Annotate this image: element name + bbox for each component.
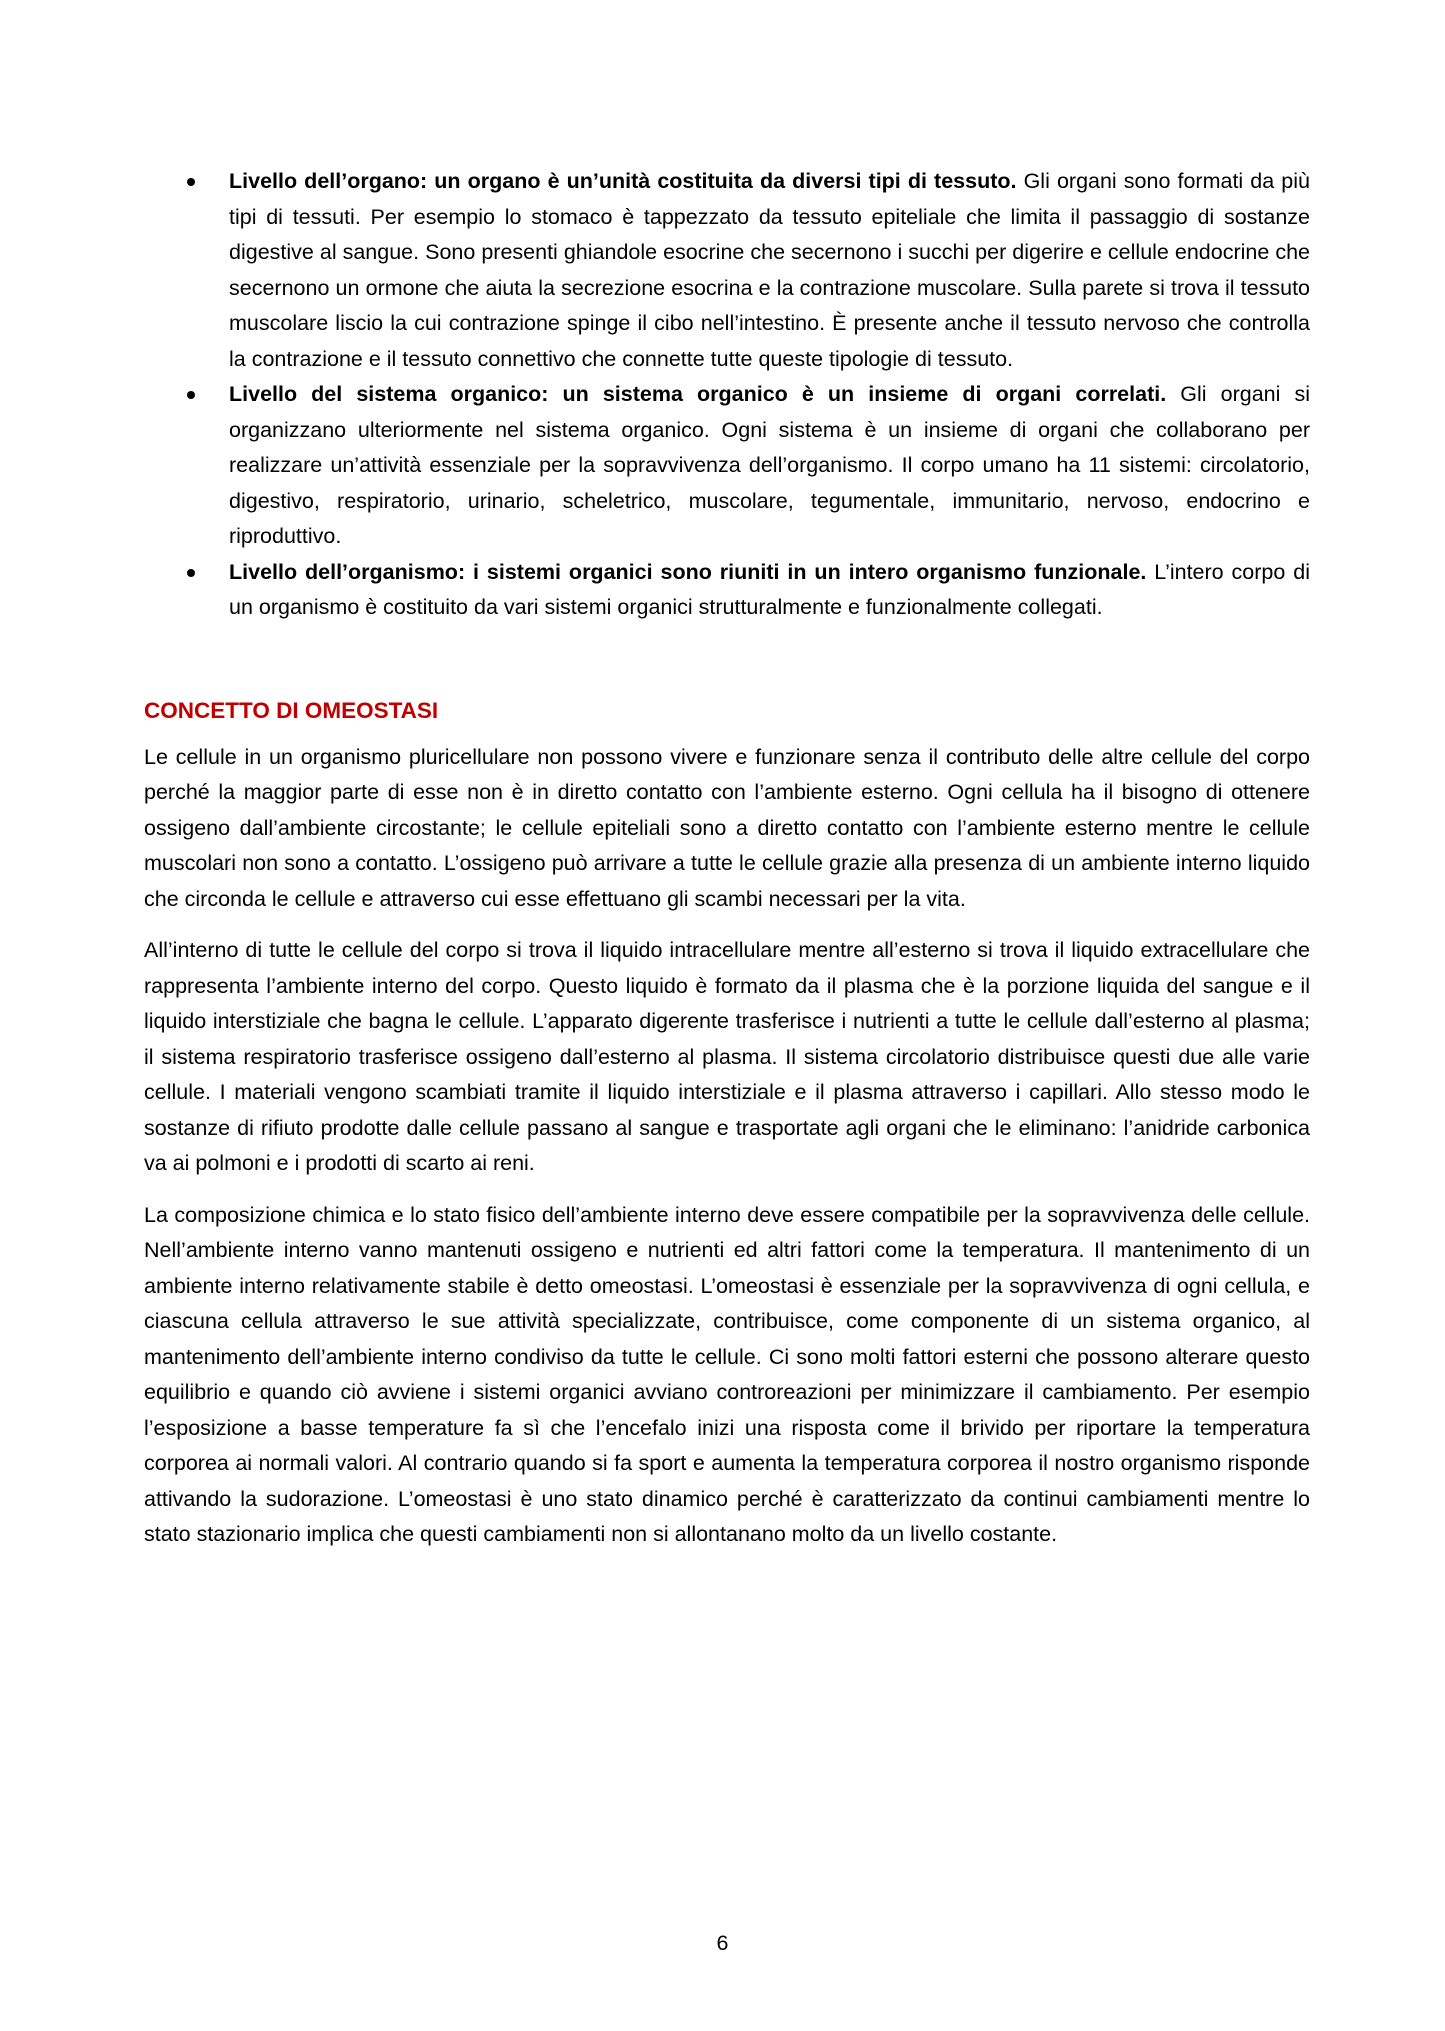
paragraph-cell-environment: Le cellule in un organismo pluricellulare non possono vivere e funzionare senza il contributo delle altre cellule del corpo perché la maggior parte di esse non è in diretto contatto con l’ambiente esterno. Ogni cellula ha il bisogno di ottenere ossigeno dall’ambiente circostante; le cellule epiteliali sono a diretto contatto con l’ambiente esterno mentre le cellule muscolari non sono a contatto. L’ossigeno può arrivare a tutte le cellule grazie alla presenza di un ambiente interno liquido che circonda le cellule e attraverso cui esse effettuano gli scambi necessari per la vita. <box>144 744 1310 911</box>
page-number: 6 <box>716 1931 729 1955</box>
levels-bullet-list <box>144 164 1310 626</box>
page-content <box>144 164 1310 1553</box>
bullet-bold-lead: Livello del sistema organico: un sistema organico è un insieme di organi correlati. <box>229 382 1167 406</box>
paragraph-homeostasis: La composizione chimica e lo stato fisico dell’ambiente interno deve essere compatibile per la sopravvivenza delle cellule. Nell’ambiente interno vanno mantenuti ossigeno e nutrienti ed altri fattori come la temperatura. Il mantenimento di un ambiente interno relativamente stabile è detto omeostasi. L’omeostasi è essenziale per la sopravvivenza di ogni cellula, e ciascuna cellula attraverso le sue attività specializzate, contribuisce, come componente di un sistema organico, al mantenimento dell’ambiente interno condiviso da tutte le cellule. Ci sono molti fattori esterni che possono alterare questo equilibrio e quando ciò avviene i sistemi organici avviano controreazioni per minimizzare il cambiamento. Per esempio l’esposizione a basse temperature fa sì che l’encefalo inizi una risposta come il brivido per riportare la temperatura corporea ai normali valori. Al contrario quando si fa sport e aumenta la temperatura corporea il nostro organismo risponde attivando la sudorazione. L’omeostasi è uno stato dinamico perché è caratterizzato da continui cambiamenti mentre lo stato stazionario implica che questi cambiamenti non si allontanano molto da un livello costante. <box>144 1202 1310 1546</box>
bullet-dot-icon <box>187 178 195 186</box>
bullet-organism-level <box>144 555 1310 626</box>
bullet-body-text: Gli organi si organizzano ulteriormente nel sistema organico. Ogni sistema è un insieme di organi che collaborano per realizzare un’attività essenziale per la sopravvivenza dell’organismo. Il corpo umano ha 11 sistemi: circolatorio, digestivo, respiratorio, urinario, scheletrico, muscolare, tegumentale, immunitario, nervoso, endocrino e riproduttivo. <box>229 382 1310 548</box>
bullet-bold-lead: Livello dell’organismo: i sistemi organici sono riuniti in un intero organismo funzionale. <box>229 559 1147 584</box>
bullet-body-text: Gli organi sono formati da più tipi di tessuti. Per esempio lo stomaco è tappezzato da tessuto epiteliale che limita il passaggio di sostanze digestive al sangue. Sono presenti ghiandole esocrine che secernono i succhi per digerire e cellule endocrine che secernono un ormone che aiuta la secrezione esocrina e la contrazione muscolare. Sulla parete si trova il tessuto muscolare liscio la cui contrazione spinge il cibo nell’intestino. È presente anche il tessuto nervoso che controlla la contrazione e il tessuto connettivo che connette tutte queste tipologie di tessuto. <box>229 169 1310 371</box>
bullet-organ-level <box>144 164 1310 377</box>
section-heading: CONCETTO DI OMEOSTASI <box>144 697 439 723</box>
bullet-dot-icon <box>187 391 195 399</box>
bullet-organ-system-level <box>144 377 1310 555</box>
bullet-bold-lead: Livello dell’organo: un organo è un’unità costituita da diversi tipi di tessuto. <box>229 169 1017 193</box>
bullet-body-text: L’intero corpo di un organismo è costituito da vari sistemi organici strutturalmente e funzionalmente collegati. <box>229 559 1310 619</box>
bullet-dot-icon <box>187 569 195 577</box>
paragraph-body-fluids: All’interno di tutte le cellule del corpo si trova il liquido intracellulare mentre all’esterno si trova il liquido extracellulare che rappresenta l’ambiente interno del corpo. Questo liquido è formato da il plasma che è la porzione liquida del sangue e il liquido interstiziale che bagna le cellule. L’apparato digerente trasferisce i nutrienti a tutte le cellule dall’esterno al plasma; il sistema respiratorio trasferisce ossigeno dall’esterno al plasma. Il sistema circolatorio distribuisce questi due alle varie cellule. I materiali vengono scambiati tramite il liquido interstiziale e il plasma attraverso i capillari. Allo stesso modo le sostanze di rifiuto prodotte dalle cellule passano al sangue e trasportate agli organi che le eliminano: l’anidride carbonica va ai polmoni e i prodotti di scarto ai reni. <box>144 938 1310 1175</box>
